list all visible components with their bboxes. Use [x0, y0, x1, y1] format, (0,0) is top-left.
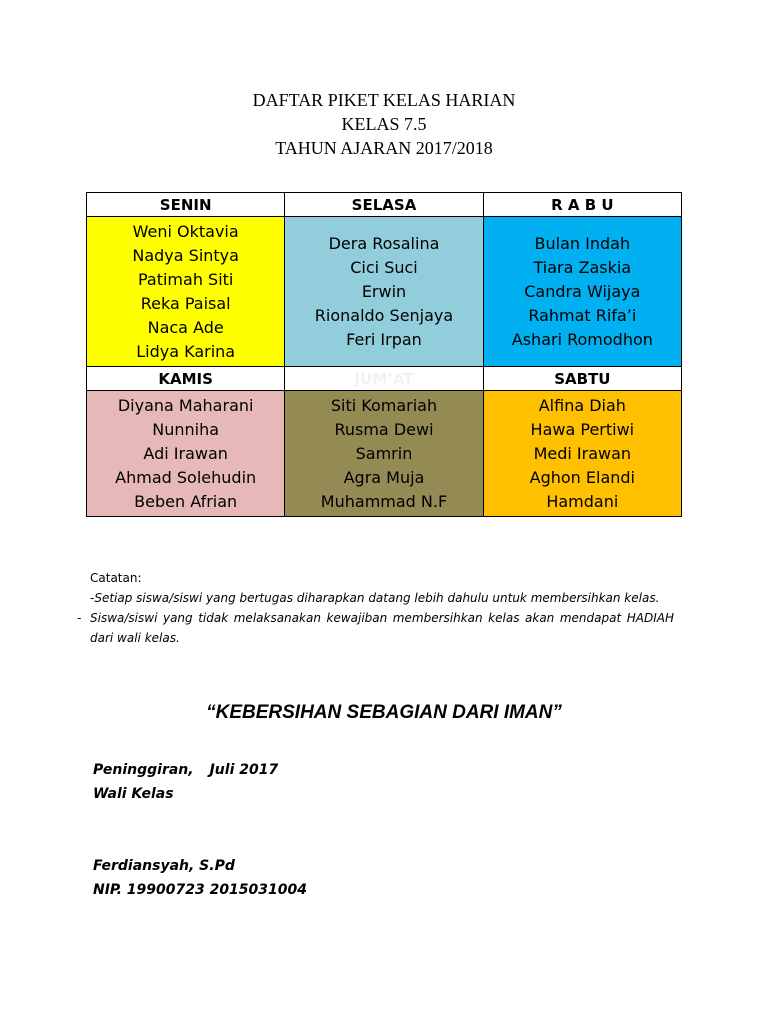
name-list: [87, 394, 284, 514]
signature-header: [93, 758, 278, 806]
names-cell-selasa: [285, 217, 483, 367]
student-name: Feri Irpan: [346, 329, 422, 349]
student-name: Hawa Pertiwi: [530, 419, 635, 439]
notes-section: [77, 568, 674, 648]
student-name: Medi Irawan: [533, 443, 632, 463]
day-header-rabu: R A B U: [483, 193, 681, 217]
student-name: Ahmad Solehudin: [115, 467, 257, 487]
motto: “KEBERSIHAN SEBAGIAN DARI IMAN”: [206, 702, 562, 723]
student-name: Ashari Romodhon: [511, 329, 653, 349]
names-cell-jumat: [285, 391, 483, 517]
student-name: Cici Suci: [350, 257, 418, 277]
name-list: [285, 394, 482, 514]
student-name: Samrin: [355, 443, 413, 463]
student-name: Lidya Karina: [136, 341, 236, 361]
name-list: [484, 232, 681, 352]
student-name: Rusma Dewi: [334, 419, 434, 439]
names-row: [87, 217, 682, 367]
student-name: Naca Ade: [147, 317, 224, 337]
signature-footer: [93, 854, 307, 902]
name-list: [285, 232, 482, 352]
place-date: [93, 758, 278, 782]
student-name: Erwin: [361, 281, 407, 301]
name-list: [484, 394, 681, 514]
names-cell-rabu: [483, 217, 681, 367]
student-name: Rionaldo Senjaya: [314, 305, 454, 325]
day-header-row: [87, 367, 682, 391]
date: Juli 2017: [209, 762, 279, 778]
student-name: Tiara Zaskia: [533, 257, 632, 277]
student-name: Adi Irawan: [143, 443, 228, 463]
note-2: [77, 608, 674, 648]
duty-schedule-table: [86, 192, 682, 517]
note-2-text: Siswa/siswi yang tidak melaksanakan kewajiban membersihkan kelas akan mendapat HADIAH dari wali kelas.: [90, 611, 674, 645]
student-name: Weni Oktavia: [132, 221, 239, 241]
student-name: Reka Paisal: [140, 293, 231, 313]
names-row: [87, 391, 682, 517]
document-title: [0, 88, 768, 160]
student-name: Nunniha: [152, 419, 220, 439]
student-name: Rahmat Rifa’i: [528, 305, 637, 325]
title-line-2: KELAS 7.5: [341, 114, 427, 134]
day-header-jumat: JUM’AT: [285, 367, 483, 391]
student-name: Alfina Diah: [538, 395, 626, 415]
names-cell-senin: [87, 217, 285, 367]
notes-heading: Catatan:: [90, 571, 142, 585]
student-name: Muhammad N.F: [320, 491, 448, 511]
student-name: Patimah Siti: [137, 269, 234, 289]
day-header-sabtu: SABTU: [483, 367, 681, 391]
day-header-row: [87, 193, 682, 217]
names-cell-kamis: [87, 391, 285, 517]
name-list: [87, 220, 284, 364]
student-name: Aghon Elandi: [529, 467, 635, 487]
place: Peninggiran,: [93, 762, 194, 778]
signer-nip: NIP. 19900723 2015031004: [93, 882, 307, 898]
signer-name: Ferdiansyah, S.Pd: [93, 858, 235, 874]
names-cell-sabtu: [483, 391, 681, 517]
student-name: Nadya Sintya: [132, 245, 239, 265]
student-name: Siti Komariah: [330, 395, 438, 415]
student-name: Dera Rosalina: [328, 233, 440, 253]
note-2-bullet: -: [77, 611, 82, 625]
day-header-senin: SENIN: [87, 193, 285, 217]
day-header-kamis: KAMIS: [87, 367, 285, 391]
title-line-3: TAHUN AJARAN 2017/2018: [275, 138, 493, 158]
title-line-1: DAFTAR PIKET KELAS HARIAN: [252, 90, 516, 110]
student-name: Beben Afrian: [134, 491, 238, 511]
student-name: Hamdani: [546, 491, 619, 511]
day-header-selasa: SELASA: [285, 193, 483, 217]
student-name: Candra Wijaya: [524, 281, 641, 301]
signer-role: Wali Kelas: [93, 786, 174, 802]
student-name: Diyana Maharani: [117, 395, 254, 415]
student-name: Agra Muja: [343, 467, 425, 487]
note-1: -Setiap siswa/siswi yang bertugas diharapkan datang lebih dahulu untuk membersihkan kelas.: [90, 591, 660, 605]
student-name: Bulan Indah: [534, 233, 631, 253]
